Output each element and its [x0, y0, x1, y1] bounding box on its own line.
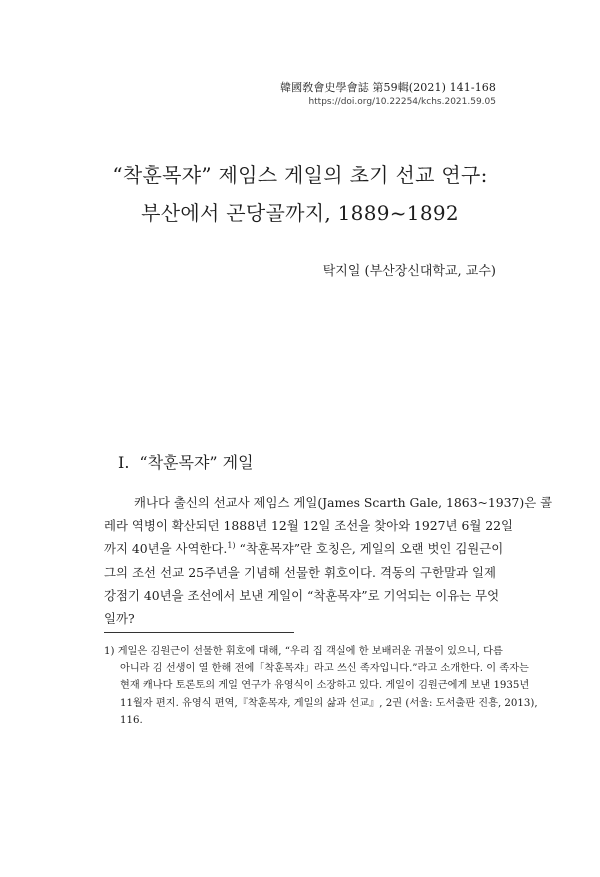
footnote-text: 게일은 김원근이 선물한 휘호에 대해, “우리 집 객실에 한 보배러운 귀물이 있으니, 다름: [117, 646, 503, 657]
footnote-reference[interactable]: 1): [227, 541, 236, 551]
footnote-line: 116.: [120, 714, 143, 726]
footnote: [104, 643, 538, 729]
section-title: “착훈목쟈” 게일: [139, 453, 254, 472]
footnote-marker: 1): [104, 646, 115, 657]
title-line-1: “착훈목쟈” 제임스 게일의 초기 선교 연구:: [112, 163, 488, 187]
paragraph: [104, 491, 553, 630]
footnote-line: 11월자 편지. 유영식 편역,『착훈목쟈, 게일의 삶과 선교』, 2권 (서울: 도서출판 진흥, 2013),: [120, 697, 538, 709]
body-line: 강점기 40년을 조선에서 보낸 게일이 “착훈목쟈”로 기억되는 이유는 무엇: [104, 587, 500, 603]
body-line: [104, 537, 504, 560]
body-text: [104, 491, 553, 630]
body-line-segment: “착훈목쟈”란 호칭은, 게일의 오랜 벗인 김원근이: [235, 541, 504, 557]
body-line: 캐나다 출신의 선교사 제임스 게일(James Scarth Gale, 1863~1937)은 콜: [134, 495, 553, 510]
body-line: 레라 역병이 확산되던 1888년 12월 12일 조선을 찾아와 1927년 6월 22일: [104, 518, 513, 534]
journal-citation: 韓國敎會史學會誌 第59輯(2021) 141-168: [280, 81, 496, 94]
running-header: [280, 80, 496, 109]
body-line: 일까?: [104, 611, 135, 627]
body-line-segment: 까지 40년을 사역한다.: [104, 541, 228, 557]
section-number: Ⅰ.: [118, 453, 130, 472]
doi-link[interactable]: https://doi.org/10.22254/kchs.2021.59.05: [308, 97, 496, 107]
footnote-divider: [104, 632, 294, 633]
author-affiliation: 탁지일 (부산장신대학교, 교수): [322, 264, 496, 279]
footnote-line: [104, 643, 503, 660]
article-title: [0, 156, 600, 232]
title-line-2: 부산에서 곤당골까지, 1889~1892: [141, 201, 459, 225]
body-line: 그의 조선 선교 25주년을 기념해 선물한 휘호이다. 격동의 구한말과 일제: [104, 564, 496, 580]
footnote-line: 현재 캐나다 토론토의 게일 연구가 유영식이 소장하고 있다. 게일이 김원근에게 보낸 1935년: [120, 680, 530, 692]
footnote-line: 아니라 김 선생이 열 한해 전에「착훈목쟈」라고 쓰신 족자입니다.”라고 소개한다. 이 족자는: [120, 663, 529, 675]
section-heading: [118, 452, 254, 474]
